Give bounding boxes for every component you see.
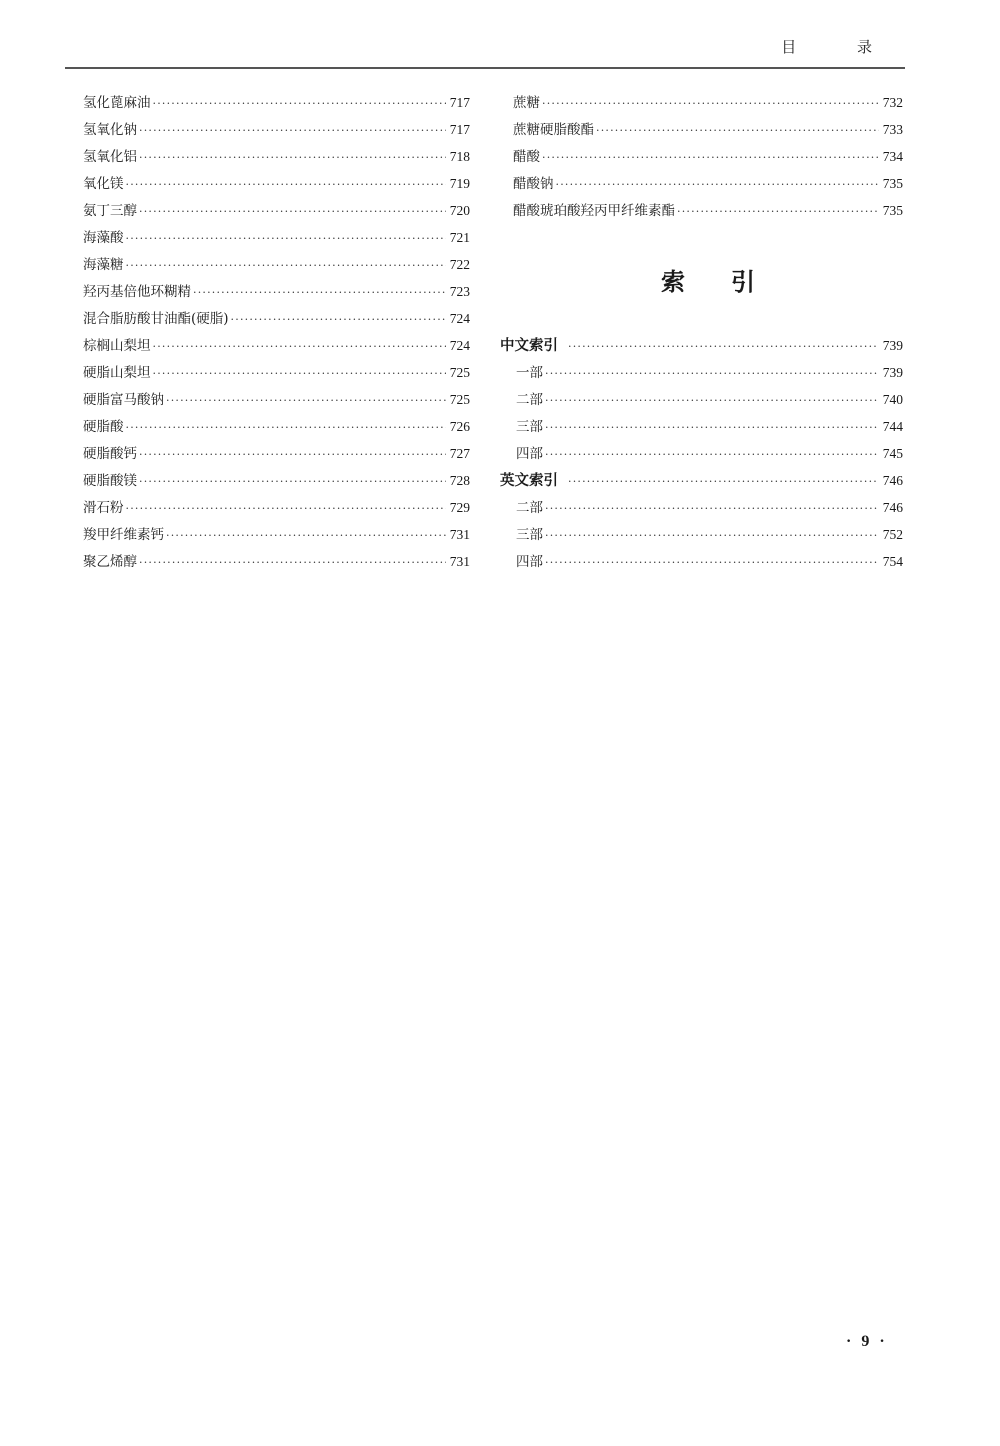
dot-leader <box>545 498 879 520</box>
toc-entry-title: 蔗糖硬脂酸酯 <box>513 122 594 138</box>
toc-right-column <box>513 92 903 227</box>
index-part[interactable] <box>500 443 903 470</box>
index-part[interactable] <box>500 416 903 443</box>
toc-entry-title: 混合脂肪酸甘油酯(硬脂) <box>83 311 229 327</box>
dot-leader <box>545 390 879 412</box>
dot-leader <box>139 120 446 142</box>
dot-leader <box>126 498 446 520</box>
toc-entry-title: 氨丁三醇 <box>83 203 137 219</box>
section-title: 英文索引 <box>500 473 558 489</box>
part-page: 740 <box>882 392 903 407</box>
toc-entry-title: 醋酸 <box>513 149 540 165</box>
toc-entry[interactable] <box>83 281 470 308</box>
index-part[interactable] <box>500 551 903 578</box>
dot-leader <box>596 120 879 142</box>
toc-entry[interactable] <box>83 551 470 578</box>
dot-leader <box>568 336 879 358</box>
toc-entry[interactable] <box>83 308 470 335</box>
toc-entry[interactable] <box>513 173 903 200</box>
toc-entry-title: 海藻糖 <box>83 257 124 273</box>
toc-entry-title: 氢氧化钠 <box>83 122 137 138</box>
part-title: 四部 <box>516 446 543 462</box>
dot-leader <box>677 201 879 223</box>
toc-entry-title: 硬脂酸钙 <box>83 446 137 462</box>
dot-leader <box>153 336 446 358</box>
toc-entry[interactable] <box>83 335 470 362</box>
toc-entry-title: 硬脂山梨坦 <box>83 365 151 381</box>
toc-entry-page: 728 <box>449 473 470 488</box>
running-head: 目 录 <box>781 38 900 56</box>
toc-entry[interactable] <box>83 227 470 254</box>
toc-entry-page: 732 <box>882 95 903 110</box>
toc-entry[interactable] <box>83 443 470 470</box>
dot-leader <box>545 444 879 466</box>
part-title: 四部 <box>516 554 543 570</box>
part-page: 745 <box>882 446 903 461</box>
toc-entry[interactable] <box>513 92 903 119</box>
dot-leader <box>568 471 879 493</box>
toc-entry-title: 滑石粉 <box>83 500 124 516</box>
toc-entry-page: 731 <box>449 554 470 569</box>
index-part[interactable] <box>500 497 903 524</box>
toc-entry-page: 717 <box>449 122 470 137</box>
index-part[interactable] <box>500 524 903 551</box>
index-section-english[interactable] <box>500 470 903 497</box>
toc-entry-title: 硬脂富马酸钠 <box>83 392 164 408</box>
toc-entry-page: 720 <box>449 203 470 218</box>
index-part[interactable] <box>500 362 903 389</box>
toc-entry-page: 735 <box>882 203 903 218</box>
page-number: · 9 · <box>846 1333 885 1350</box>
toc-entry-title: 氧化镁 <box>83 176 124 192</box>
dot-leader <box>545 552 879 574</box>
dot-leader <box>545 363 879 385</box>
dot-leader <box>126 417 446 439</box>
toc-entry-title: 海藻酸 <box>83 230 124 246</box>
toc-entry-title: 羧甲纤维素钙 <box>83 527 164 543</box>
toc-entry-page: 734 <box>882 149 903 164</box>
dot-leader <box>126 174 446 196</box>
dot-leader <box>139 444 446 466</box>
toc-left-column <box>83 92 470 578</box>
toc-entry-page: 725 <box>449 365 470 380</box>
dot-leader <box>126 255 446 277</box>
part-page: 754 <box>882 554 903 569</box>
dot-leader <box>139 552 446 574</box>
toc-entry[interactable] <box>83 146 470 173</box>
dot-leader <box>545 525 879 547</box>
toc-entry-page: 726 <box>449 419 470 434</box>
part-title: 三部 <box>516 527 543 543</box>
toc-entry-title: 蔗糖 <box>513 95 540 111</box>
dot-leader <box>545 417 879 439</box>
dot-leader <box>542 147 879 169</box>
toc-entry-title: 硬脂酸 <box>83 419 124 435</box>
part-page: 744 <box>882 419 903 434</box>
part-title: 二部 <box>516 500 543 516</box>
toc-entry[interactable] <box>83 470 470 497</box>
toc-entry-title: 棕榈山梨坦 <box>83 338 151 354</box>
toc-entry[interactable] <box>513 146 903 173</box>
toc-entry-page: 725 <box>449 392 470 407</box>
toc-entry-page: 717 <box>449 95 470 110</box>
toc-entry-page: 719 <box>449 176 470 191</box>
toc-entry-page: 735 <box>882 176 903 191</box>
toc-entry[interactable] <box>83 254 470 281</box>
dot-leader <box>556 174 879 196</box>
toc-entry[interactable] <box>83 497 470 524</box>
toc-entry-title: 羟丙基倍他环糊精 <box>83 284 191 300</box>
dot-leader <box>139 147 446 169</box>
part-title: 三部 <box>516 419 543 435</box>
section-title: 中文索引 <box>500 338 558 354</box>
dot-leader <box>153 363 446 385</box>
part-title: 二部 <box>516 392 543 408</box>
part-title: 一部 <box>516 365 543 381</box>
toc-entry[interactable] <box>83 200 470 227</box>
toc-entry[interactable] <box>83 362 470 389</box>
toc-entry[interactable] <box>83 524 470 551</box>
toc-entry[interactable] <box>83 389 470 416</box>
toc-entry-title: 聚乙烯醇 <box>83 554 137 570</box>
header-rule <box>65 67 905 69</box>
dot-leader <box>166 390 446 412</box>
toc-entry[interactable] <box>83 92 470 119</box>
toc-entry-page: 722 <box>449 257 470 272</box>
index-heading: 索引 <box>661 268 801 296</box>
toc-entry-title: 醋酸琥珀酸羟丙甲纤维素酯 <box>513 203 675 219</box>
dot-leader <box>166 525 446 547</box>
section-page: 746 <box>882 473 903 488</box>
dot-leader <box>126 228 446 250</box>
toc-entry-title: 醋酸钠 <box>513 176 554 192</box>
toc-entry-page: 729 <box>449 500 470 515</box>
toc-entry-title: 氢化蓖麻油 <box>83 95 151 111</box>
part-page: 746 <box>882 500 903 515</box>
toc-entry[interactable] <box>83 416 470 443</box>
part-page: 739 <box>882 365 903 380</box>
index-list <box>500 335 903 578</box>
toc-entry-page: 731 <box>449 527 470 542</box>
toc-entry-page: 718 <box>449 149 470 164</box>
toc-entry[interactable] <box>83 173 470 200</box>
dot-leader <box>139 201 446 223</box>
index-section-chinese[interactable] <box>500 335 903 362</box>
part-page: 752 <box>882 527 903 542</box>
toc-entry[interactable] <box>513 119 903 146</box>
dot-leader <box>153 93 446 115</box>
section-page: 739 <box>882 338 903 353</box>
index-part[interactable] <box>500 389 903 416</box>
dot-leader <box>193 282 446 304</box>
toc-entry[interactable] <box>513 200 903 227</box>
toc-entry-title: 氢氧化铝 <box>83 149 137 165</box>
toc-entry-page: 721 <box>449 230 470 245</box>
toc-entry-page: 727 <box>449 446 470 461</box>
toc-entry-page: 724 <box>449 338 470 353</box>
dot-leader <box>139 471 446 493</box>
toc-entry-page: 733 <box>882 122 903 137</box>
dot-leader <box>231 309 446 331</box>
toc-entry-title: 硬脂酸镁 <box>83 473 137 489</box>
toc-entry[interactable] <box>83 119 470 146</box>
toc-entry-page: 723 <box>449 284 470 299</box>
dot-leader <box>542 93 879 115</box>
toc-entry-page: 724 <box>449 311 470 326</box>
